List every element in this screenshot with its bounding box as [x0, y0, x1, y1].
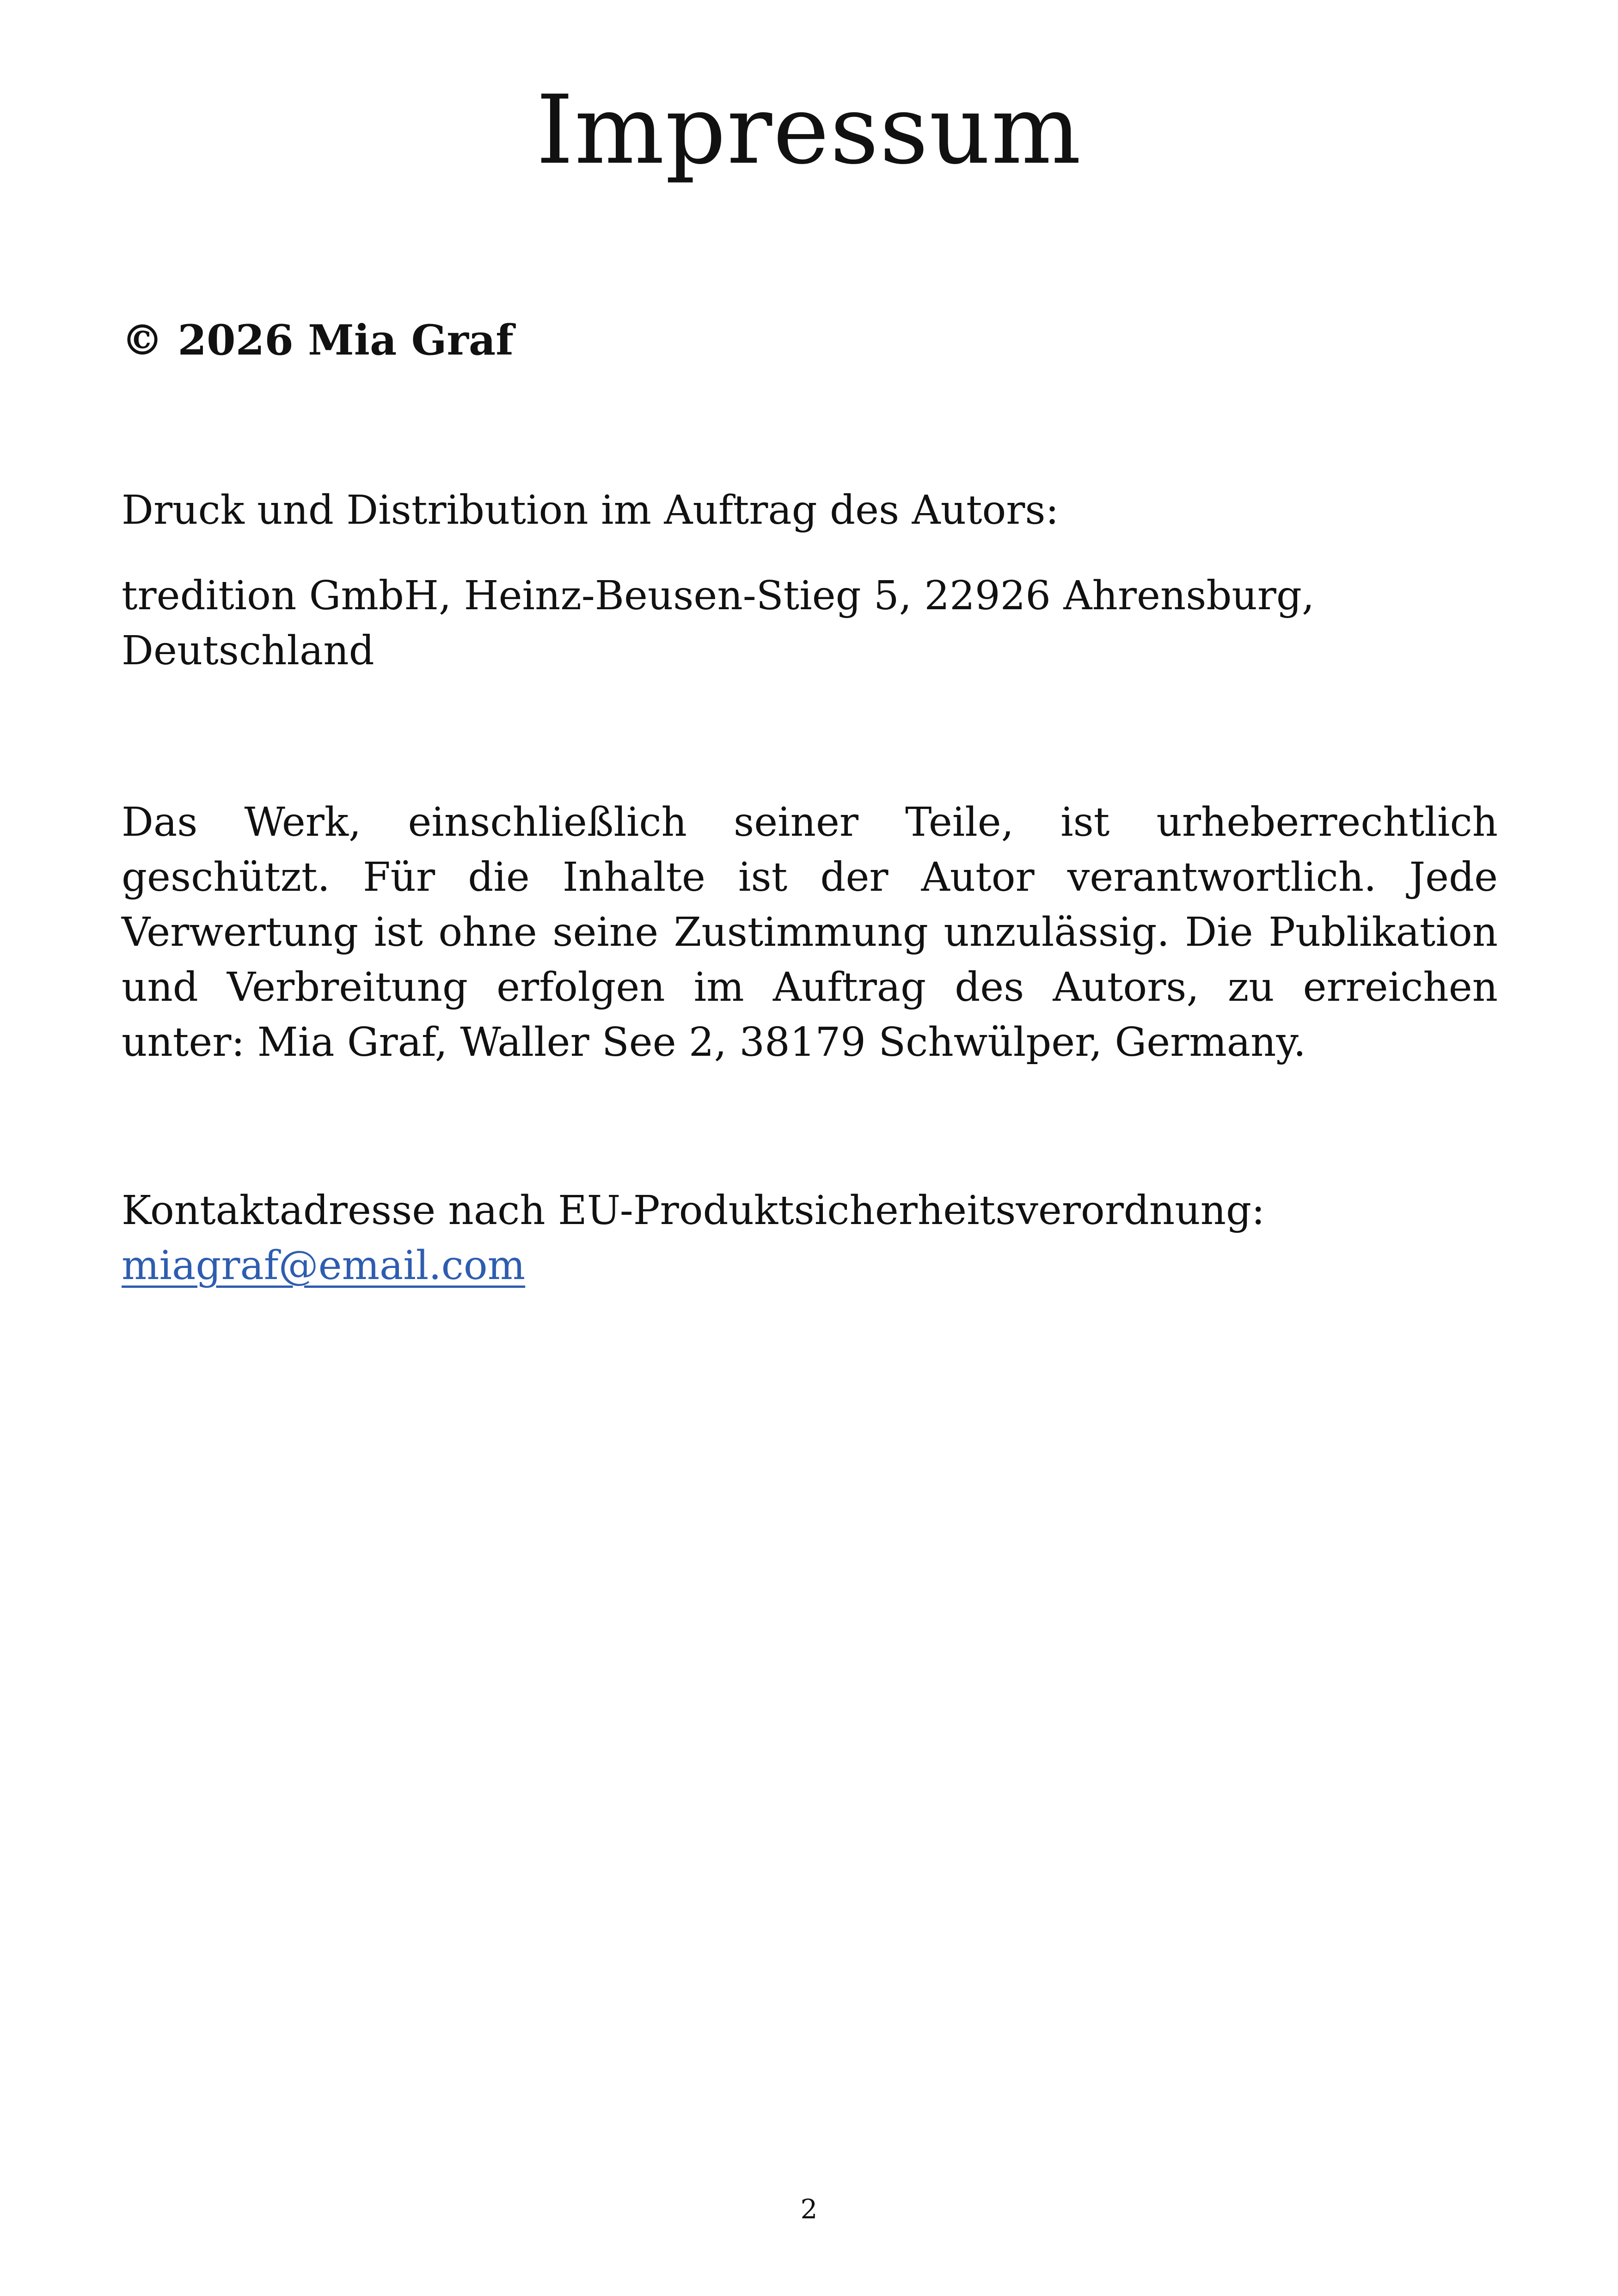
page-number: 2 — [800, 2193, 818, 2225]
printer-address: tredition GmbH, Heinz-Beusen-Stieg 5, 22926 Ahrensburg, Deutschland — [122, 573, 1315, 674]
contact-label: Kontaktadresse nach EU-Produktsicherheitsverordnung: — [122, 1188, 1265, 1234]
page-title: Impressum — [536, 75, 1082, 185]
copyright-notice: © 2026 Mia Graf — [122, 316, 514, 365]
legal-notice: Das Werk, einschließlich seiner Teile, ist urheberrechtlich geschützt. Für die Inhalte ist der Autor verantwortlich. Jede Verwertung ist ohne seine Zustimmung unzulässig. Die Publikation und Verbreitung erfolgen im Auftrag des Autors, zu erreichen unter: Mia Graf, Waller See 2, 38179 Schwülper, Germany. — [122, 799, 1498, 1065]
contact-email-link[interactable]: miagraf@email.com — [122, 1243, 526, 1289]
printer-label: Druck und Distribution im Auftrag des Autors: — [122, 487, 1059, 533]
